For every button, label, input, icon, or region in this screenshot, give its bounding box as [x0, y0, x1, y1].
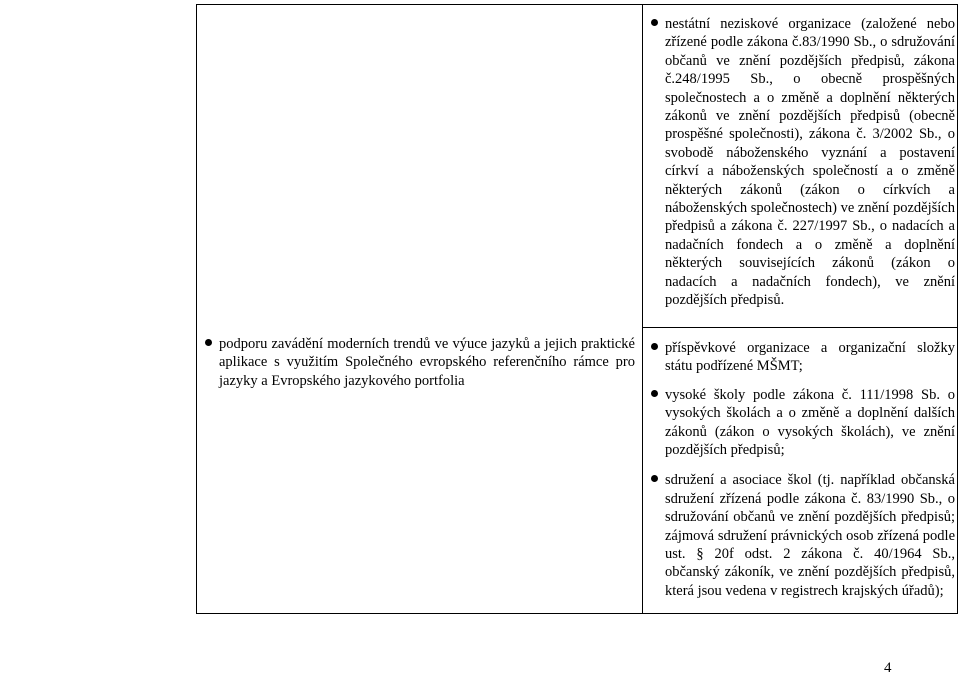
right-bullet-text-4: sdružení a asociace škol (tj. například občanská sdružení zřízená podle zákona č. 83/1990 Sb., o sdružování občanů ve znění pozdějších předpisů; zájmová sdružení právnických osob zřízená podle ust. § 20f odst. 2 zákona č. 40/1964 Sb., občanský zákoník, ve znění pozdějších předpisů, která jsou vedena v registrech krajských úřadů);: [665, 472, 955, 599]
bullet-icon: [651, 475, 658, 482]
page-number: 4: [884, 660, 892, 676]
right-bullet-item-1: [651, 15, 955, 310]
bullet-icon: [651, 19, 658, 26]
right-bullet-text-1: nestátní neziskové organizace (založené nebo zřízené podle zákona č.83/1990 Sb., o sdružování občanů ve znění pozdějších předpisů, zákona č.248/1995 Sb., o obecně prospěšných společnostech a o změně a doplnění některých zákonů ve znění pozdějších předpisů (obecně prospěšné společnosti), zákona č. 3/2002 Sb., o svobodě náboženského vyznání a postavení církví a náboženských společností a o změně některých zákonů (zákon o církvích a náboženských společnostech) ve znění pozdějších předpisů a zákona č. 227/1997 Sb., o nadacích a nadačních fondech a o změně a doplnění některých souvisejících zákonů (zákon o nadacích a nadačních fondech), ve znění pozdějších předpisů.: [665, 16, 955, 309]
bullet-icon: [651, 390, 658, 397]
left-bullet-item: [205, 335, 635, 390]
right-cell: [651, 15, 955, 310]
column-divider: [642, 5, 643, 613]
right-bullet-text-2: příspěvkové organizace a organizační složky státu podřízené MŠMT;: [665, 340, 955, 375]
content-table: [196, 4, 958, 614]
right-cell-lower: [651, 339, 955, 600]
right-bullet-text-3: vysoké školy podle zákona č. 111/1998 Sb. o vysokých školách a o změně a doplnění dalších zákonů (zákon o vysokých školách), ve znění pozdějších předpisů;: [665, 386, 955, 459]
row-divider: [642, 327, 957, 328]
right-bullet-item-2: [651, 339, 955, 376]
right-bullet-item-3: [651, 386, 955, 460]
left-bullet-text: podporu zavádění moderních trendů ve výuce jazyků a jejich praktické aplikace s využitím Společného evropského referenčního rámce pro jazyky a Evropského jazykového portfolia: [219, 336, 635, 389]
left-cell: [205, 335, 635, 390]
bullet-icon: [205, 339, 212, 346]
bullet-icon: [651, 343, 658, 350]
right-bullet-item-4: [651, 471, 955, 600]
